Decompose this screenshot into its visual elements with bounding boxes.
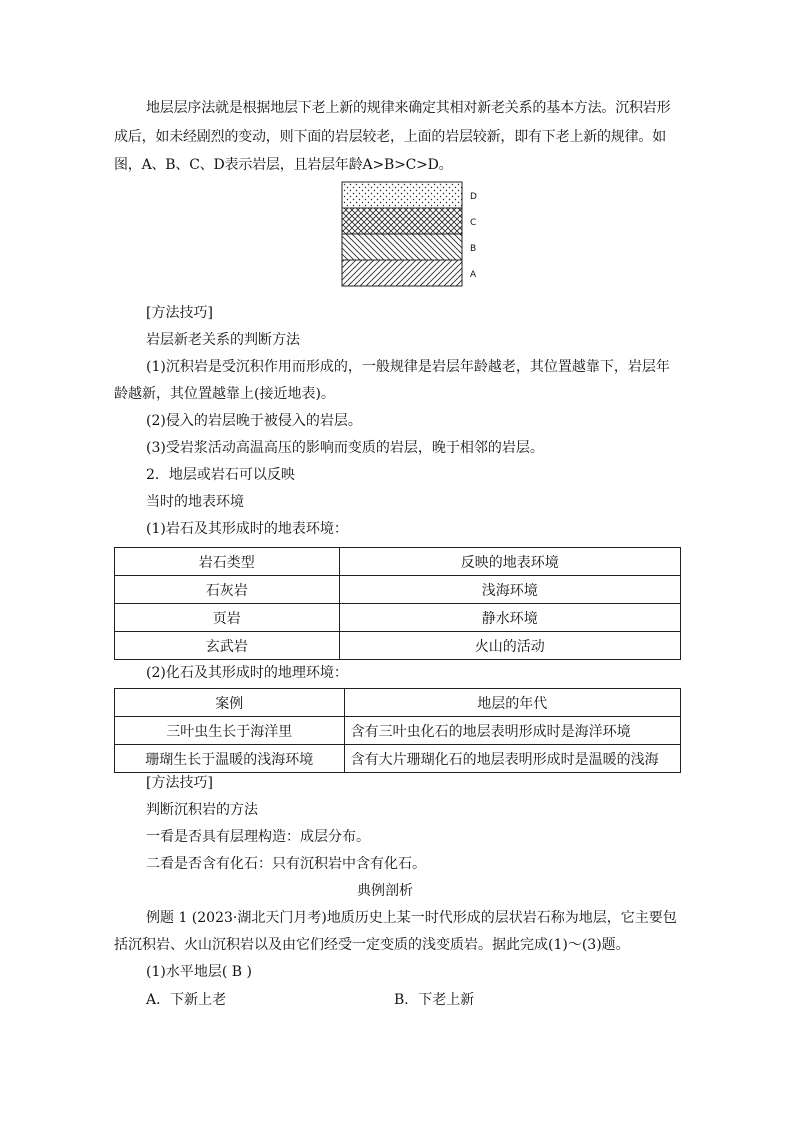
- rule-1a: (1)沉积岩是受沉积作用而形成的，一般规律是岩层年龄越老，其位置越靠下，岩层年: [146, 359, 670, 375]
- section-2-heading: 2．地层或岩石可以反映: [146, 467, 295, 483]
- label-a: A: [470, 270, 477, 280]
- table-cell: 火山的活动: [339, 632, 680, 660]
- label-d: D: [470, 192, 477, 202]
- layer-a: [342, 260, 462, 286]
- label-c: C: [470, 218, 477, 228]
- table-cell: 珊瑚生长于温暖的浅海环境: [115, 745, 345, 773]
- rule-2: (2)侵入的岩层晚于被侵入的岩层。: [146, 413, 362, 429]
- rule-3: (3)受岩浆活动高温高压的影响而变质的岩层，晚于相邻的岩层。: [146, 440, 544, 456]
- method-heading-2: [方法技巧]: [146, 775, 213, 791]
- table-header-cell: 反映的地表环境: [339, 548, 680, 576]
- table-cell: 玄武岩: [115, 632, 340, 660]
- table-row: [115, 745, 681, 773]
- example-1b: 括沉积岩、火山沉积岩以及由它们经受一定变质的浅变质岩。据此完成(1)～(3)题。: [114, 937, 630, 953]
- layer-c: [342, 208, 462, 234]
- option-a: A．下新上老: [146, 992, 227, 1008]
- judge-title: 岩层新老关系的判断方法: [146, 332, 300, 348]
- fossil-table-title: (2)化石及其形成时的地理环境：: [146, 665, 348, 681]
- table-header-row: [115, 548, 681, 576]
- table-cell: 浅海环境: [339, 576, 680, 604]
- table-header-cell: 案例: [115, 689, 345, 717]
- table-cell: 含有大片珊瑚化石的地层表明形成时是温暖的浅海: [344, 745, 680, 773]
- table-cell: 石灰岩: [115, 576, 340, 604]
- table-cell: 含有三叶虫化石的地层表明形成时是海洋环境: [344, 717, 680, 745]
- intro-paragraph: 地层层序法就是根据地层下老上新的规律来确定其相对新老关系的基本方法。沉积岩形成后，如未经剧烈的变动，则下面的岩层较老，上面的岩层较新，即有下老上新的规律。如图，A、B、C、D表示岩层，且岩层年龄A>B>C>D。: [114, 100, 671, 173]
- section-2-subheading: 当时的地表环境: [146, 494, 244, 510]
- table-cell: 静水环境: [339, 604, 680, 632]
- example-heading: 典例剖析: [357, 883, 413, 899]
- fossil-table: [114, 688, 681, 773]
- strata-diagram: [340, 180, 490, 294]
- option-b: B．下老上新: [394, 992, 475, 1008]
- look-1: 一看是否具有层理构造：成层分布。: [146, 829, 370, 845]
- layer-b: [342, 234, 462, 260]
- look-2: 二看是否含有化石：只有沉积岩中含有化石。: [146, 856, 426, 872]
- table-header-cell: 岩石类型: [115, 548, 340, 576]
- table-row: [115, 632, 681, 660]
- question-1: (1)水平地层( B ): [146, 964, 252, 980]
- rock-table: [114, 547, 681, 660]
- table-cell: 三叶虫生长于海洋里: [115, 717, 345, 745]
- layer-d: [342, 182, 462, 208]
- method-heading-1: [方法技巧]: [146, 305, 213, 321]
- table-header-row: [115, 689, 681, 717]
- label-b: B: [470, 244, 477, 254]
- rock-table-title: (1)岩石及其形成时的地表环境：: [146, 521, 348, 537]
- table-cell: 页岩: [115, 604, 340, 632]
- rule-1b: 龄越新，其位置越靠上(接近地表)。: [114, 386, 335, 402]
- table-row: [115, 576, 681, 604]
- table-header-cell: 地层的年代: [344, 689, 680, 717]
- strata-figure: [340, 180, 490, 290]
- table-row: [115, 717, 681, 745]
- judge-sedimentary-title: 判断沉积岩的方法: [146, 802, 258, 818]
- example-1a: 例题 1 (2023·湖北天门月考)地质历史上某一时代形成的层状岩石称为地层，它主要包: [146, 910, 677, 926]
- table-row: [115, 604, 681, 632]
